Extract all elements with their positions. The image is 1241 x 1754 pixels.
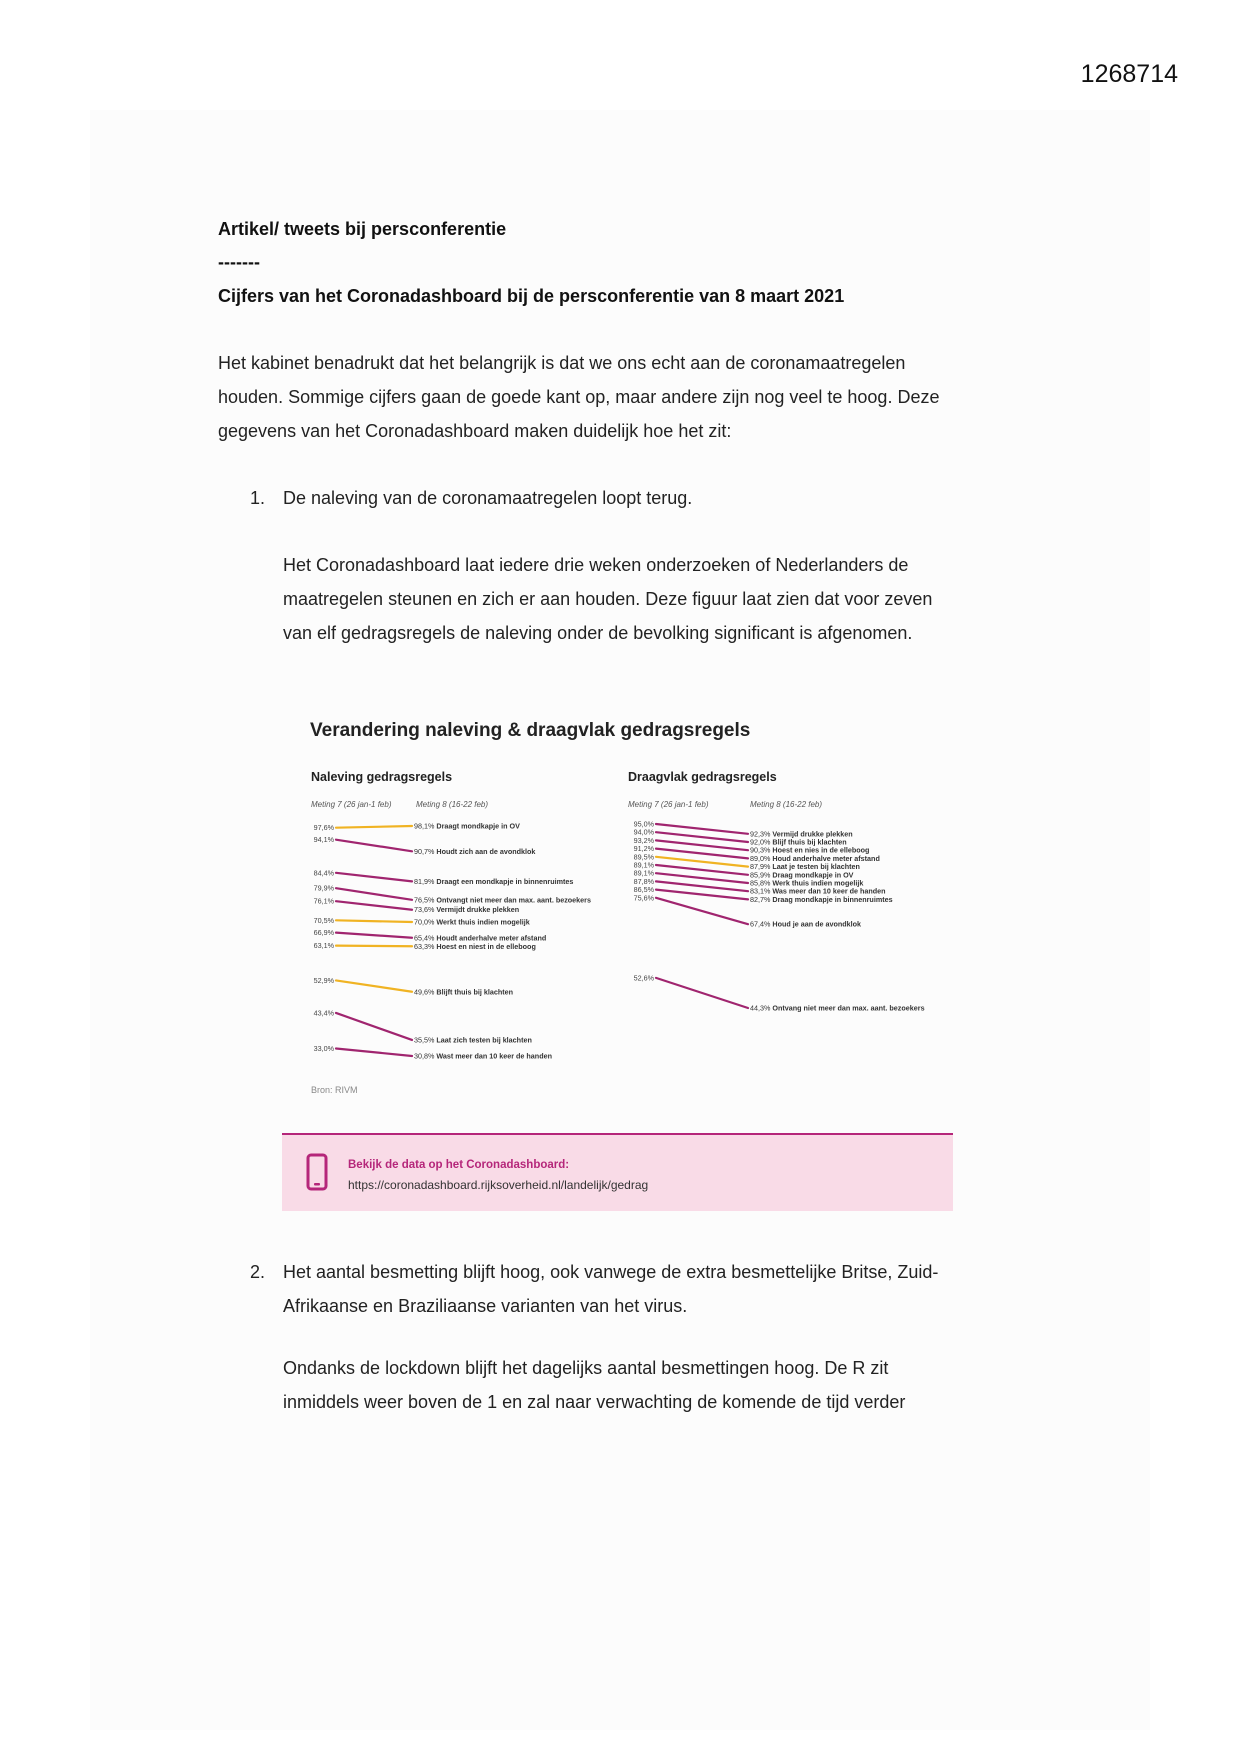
item2-title <box>283 1255 938 1323</box>
figure-title: Verandering naleving & draagvlak gedragsregels <box>310 720 751 741</box>
before-value-label: 86,5% <box>633 885 654 895</box>
slope-line <box>336 901 412 910</box>
after-value-label: 67,4% Houd je aan de avondklok <box>750 919 862 929</box>
after-value-label: 49,6% Blijft thuis bij klachten <box>414 987 514 997</box>
after-value-label: 92,3% Vermijd drukke plekken <box>750 829 853 839</box>
slope-line <box>656 865 748 875</box>
item2-paragraph <box>283 1351 905 1419</box>
slope-line <box>336 946 412 947</box>
right-meting8-label: Meting 8 (16-22 feb) <box>750 800 823 809</box>
after-value-label: 98,1% Draagt mondkapje in OV <box>414 821 520 831</box>
intro-line: houden. Sommige cijfers gaan de goede kant op, maar andere zijn nog veel te hoog. Deze <box>218 387 940 407</box>
phone-icon <box>306 1153 328 1191</box>
left-meting8-label: Meting 8 (16-22 feb) <box>416 800 489 809</box>
item2-line: Ondanks de lockdown blijft het dagelijks aantal besmettingen hoog. De R zit <box>283 1358 889 1378</box>
before-value-label: 87,8% <box>633 876 654 886</box>
slope-line <box>336 933 412 938</box>
dashboard-link[interactable]: https://coronadashboard.rijksoverheid.nl/landelijk/gedrag <box>348 1178 649 1192</box>
before-value-label: 79,9% <box>313 883 334 893</box>
before-value-label: 63,1% <box>313 941 334 951</box>
after-value-label: 89,0% Houd anderhalve meter afstand <box>750 853 880 863</box>
after-value-label: 81,9% Draagt een mondkapje in binnenruimtes <box>414 876 574 886</box>
slope-line <box>656 832 748 842</box>
before-value-label: 94,0% <box>633 827 654 837</box>
before-value-label: 43,4% <box>313 1008 334 1018</box>
before-value-label: 89,1% <box>633 860 654 870</box>
chart-source: Bron: RIVM <box>311 1085 358 1095</box>
before-value-label: 95,0% <box>633 819 654 829</box>
naleving-slope-chart <box>300 818 620 1068</box>
right-meting7-label: Meting 7 (26 jan-1 feb) <box>628 800 709 809</box>
after-value-label: 44,3% Ontvang niet meer dan max. aant. bezoekers <box>750 1003 925 1013</box>
document-id: 1268714 <box>1080 60 1178 88</box>
slope-line <box>336 1013 412 1040</box>
before-value-label: 84,4% <box>313 868 334 878</box>
before-value-label: 52,9% <box>313 975 334 985</box>
slope-line <box>336 826 412 828</box>
intro-line: Het kabinet benadrukt dat het belangrijk is dat we ons echt aan de coronamaatregelen <box>218 353 906 373</box>
before-value-label: 76,1% <box>313 896 334 906</box>
before-value-label: 75,6% <box>633 893 654 903</box>
slope-line <box>336 920 412 922</box>
heading-separator: ------- <box>218 252 260 272</box>
slope-line <box>656 978 748 1008</box>
left-panel-title: Naleving gedragsregels <box>311 770 453 784</box>
slope-line <box>656 849 748 859</box>
article-subtitle: Cijfers van het Coronadashboard bij de persconferentie van 8 maart 2021 <box>218 286 845 306</box>
slope-line <box>656 890 748 900</box>
after-value-label: 30,8% Wast meer dan 10 keer de handen <box>414 1051 552 1061</box>
before-value-label: 94,1% <box>313 835 334 845</box>
before-value-label: 91,2% <box>633 844 654 854</box>
after-value-label: 85,9% Draag mondkapje in OV <box>750 870 854 880</box>
item1-line: Het Coronadashboard laat iedere drie weken onderzoeken of Nederlanders de <box>283 555 909 575</box>
before-value-label: 89,1% <box>633 868 654 878</box>
after-value-label: 83,1% Was meer dan 10 keer de handen <box>750 886 886 896</box>
before-value-label: 89,5% <box>633 852 654 862</box>
slope-line <box>336 888 412 900</box>
item2-line: inmiddels weer boven de 1 en zal naar verwachting de komende de tijd verder <box>283 1392 906 1412</box>
slope-line <box>656 857 748 867</box>
list-number-1: 1. <box>250 488 266 508</box>
after-value-label: 82,7% Draag mondkapje in binnenruimtes <box>750 894 893 904</box>
article-heading: Artikel/ tweets bij persconferentie <box>218 219 507 239</box>
item1-paragraph <box>283 548 932 650</box>
slope-line <box>656 881 748 891</box>
slope-line <box>656 824 748 834</box>
intro-paragraph <box>218 346 939 448</box>
left-meting7-label: Meting 7 (26 jan-1 feb) <box>311 800 392 809</box>
before-value-label: 66,9% <box>313 928 334 938</box>
before-value-label: 93,2% <box>633 835 654 845</box>
after-value-label: 63,3% Hoest en niest in de elleboog <box>414 941 536 951</box>
after-value-label: 65,4% Houdt anderhalve meter afstand <box>414 933 547 943</box>
list-number-2: 2. <box>250 1262 266 1282</box>
after-value-label: 90,3% Hoest en nies in de elleboog <box>750 845 870 855</box>
slope-line <box>336 873 412 882</box>
before-value-label: 70,5% <box>313 915 334 925</box>
before-value-label: 33,0% <box>313 1043 334 1053</box>
callout-title: Bekijk de data op het Coronadashboard: <box>348 1159 570 1171</box>
item1-title: De naleving van de coronamaatregelen loopt terug. <box>283 488 693 508</box>
intro-line: gegevens van het Coronadashboard maken duidelijk hoe het zit: <box>218 421 732 441</box>
slope-line <box>656 898 748 924</box>
right-panel-title: Draagvlak gedragsregels <box>628 770 777 784</box>
before-value-label: 97,6% <box>313 823 334 833</box>
slope-line <box>336 840 412 852</box>
draagvlak-slope-chart <box>620 818 960 1028</box>
before-value-label: 52,6% <box>633 973 654 983</box>
item1-line: van elf gedragsregels de naleving onder de bevolking significant is afgenomen. <box>283 623 913 643</box>
item2-title-line: Afrikaanse en Braziliaanse varianten van het virus. <box>283 1296 688 1316</box>
slope-line <box>656 873 748 883</box>
slope-line <box>656 840 748 850</box>
dashboard-callout <box>282 1133 953 1211</box>
after-value-label: 73,6% Vermijdt drukke plekken <box>414 905 520 915</box>
after-value-label: 87,9% Laat je testen bij klachten <box>750 862 860 872</box>
slope-line <box>336 1048 412 1056</box>
after-value-label: 35,5% Laat zich testen bij klachten <box>414 1035 532 1045</box>
item1-line: maatregelen steunen en zich er aan houden. Deze figuur laat zien dat voor zeven <box>283 589 933 609</box>
after-value-label: 85,8% Werk thuis indien mogelijk <box>750 878 864 888</box>
slope-line <box>336 980 412 991</box>
item2-title-line: Het aantal besmetting blijft hoog, ook vanwege de extra besmettelijke Britse, Zuid- <box>283 1262 939 1282</box>
after-value-label: 92,0% Blijf thuis bij klachten <box>750 837 847 847</box>
after-value-label: 90,7% Houdt zich aan de avondklok <box>414 846 536 856</box>
after-value-label: 76,5% Ontvangt niet meer dan max. aant. bezoekers <box>414 895 591 905</box>
after-value-label: 70,0% Werkt thuis indien mogelijk <box>414 917 530 927</box>
